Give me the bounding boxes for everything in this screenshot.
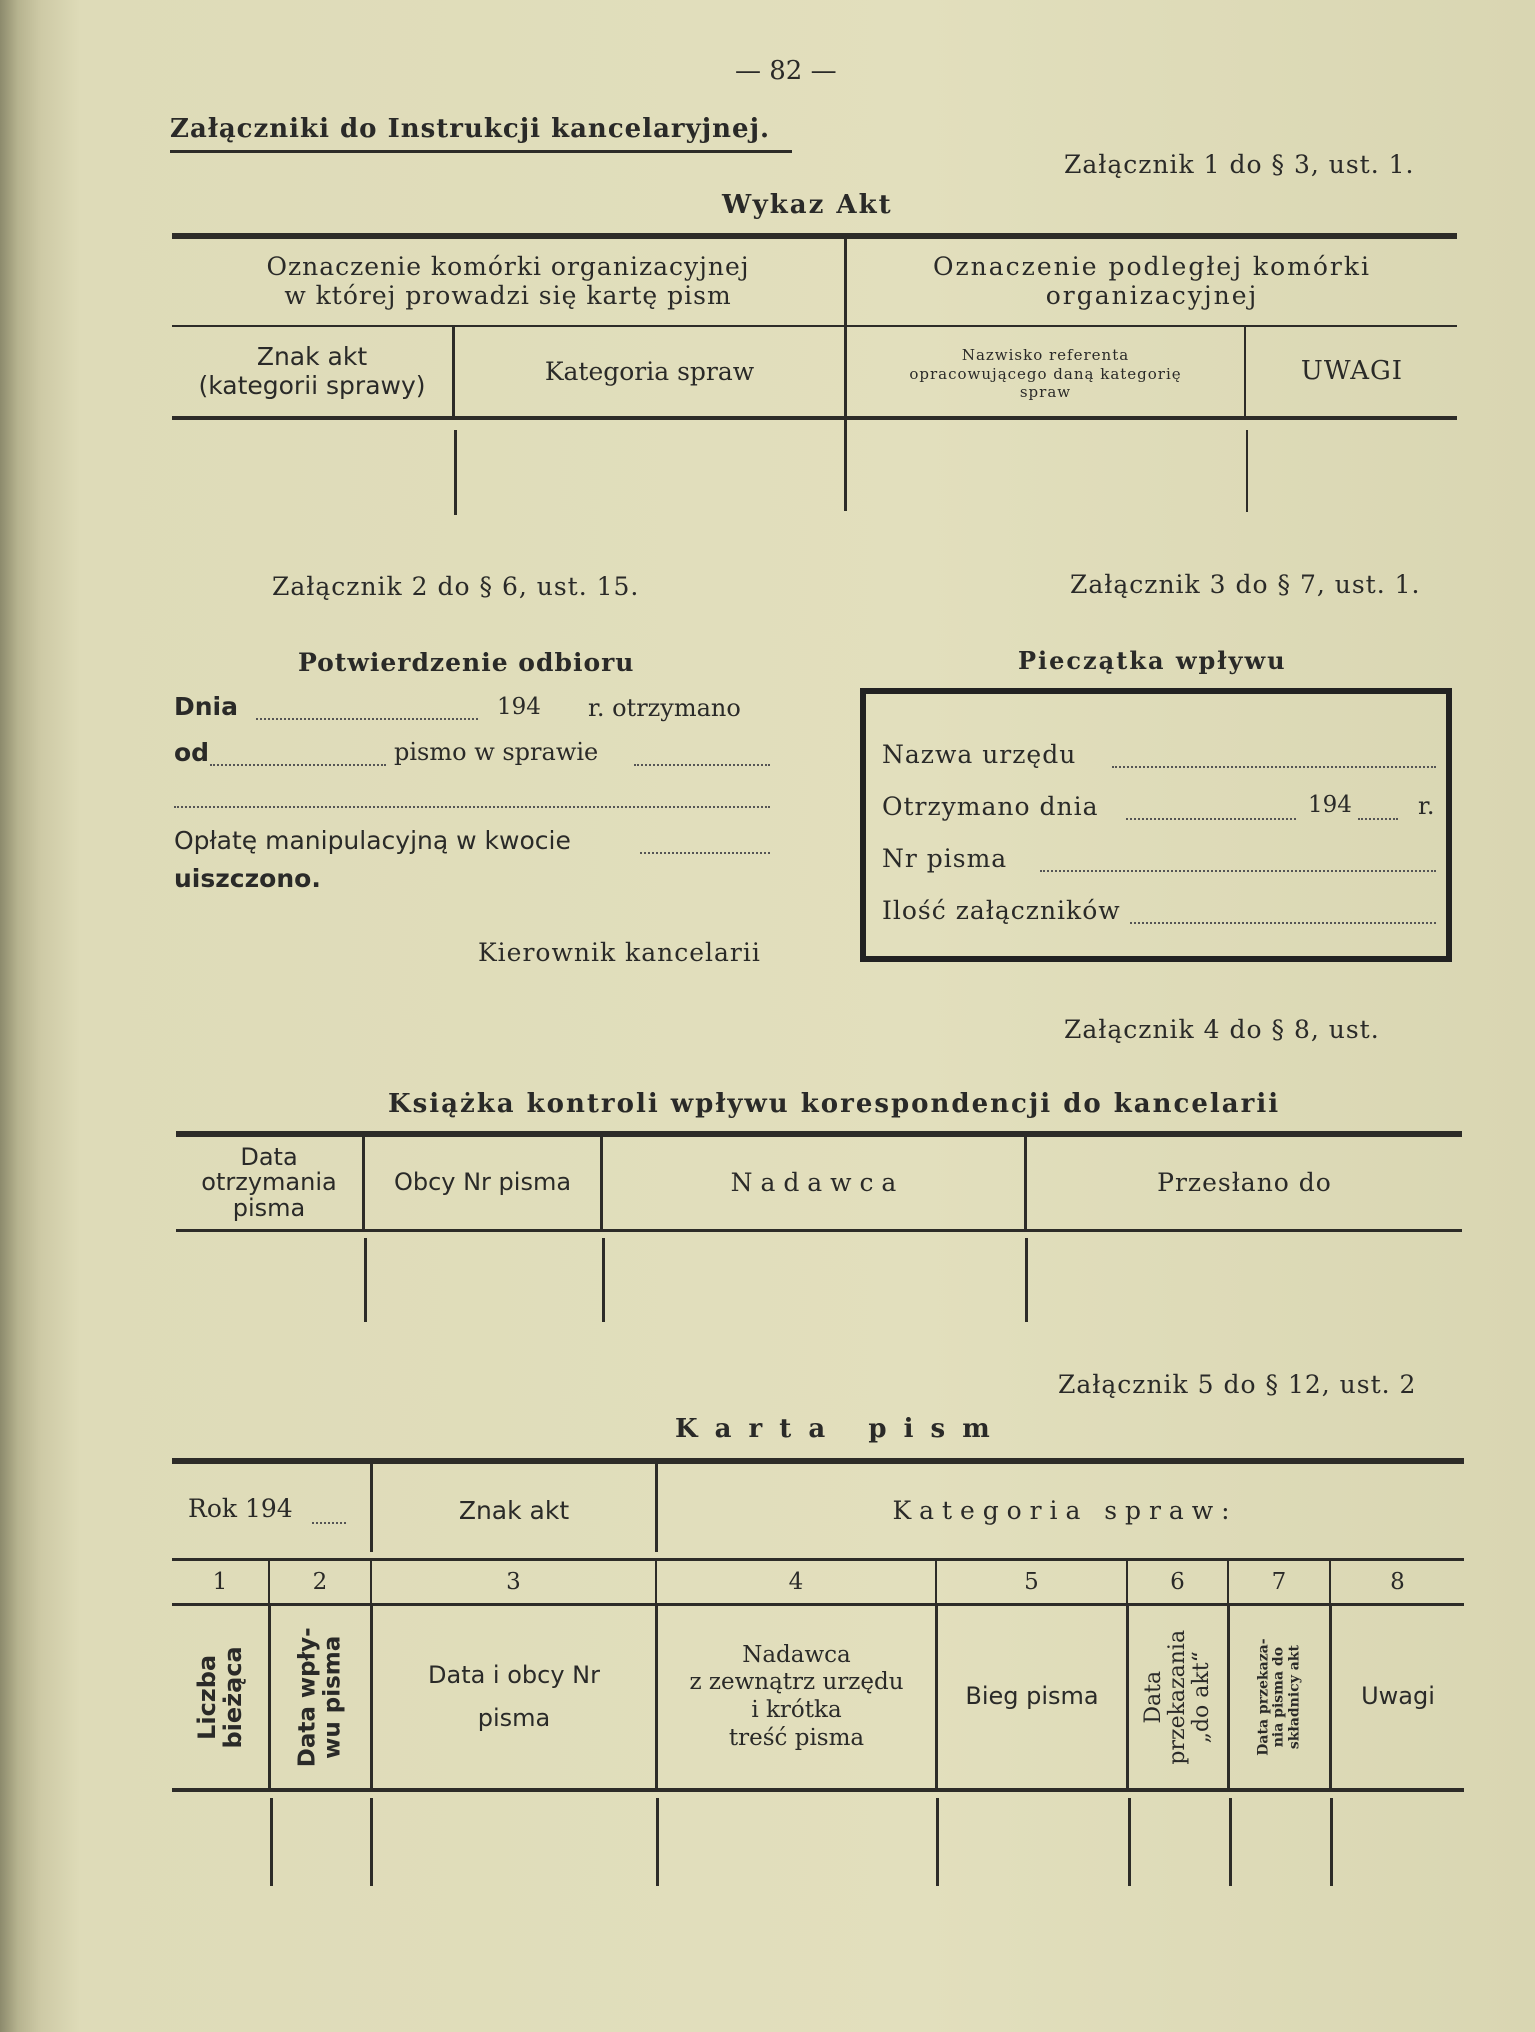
annex2-title: Potwierdzenie odbioru xyxy=(298,648,635,677)
annex1-title: Wykaz Akt xyxy=(722,190,893,220)
annex4-col-nadawca: N a d a w c a xyxy=(730,1167,897,1197)
annex4-ref: Załącznik 4 do § 8, ust. xyxy=(1064,1015,1380,1044)
scanned-page: — 82 — Załączniki do Instrukcji kancelaryjnej. Załącznik 1 do § 3, ust. 1. Wykaz Akt Oznaczenie komórki organizacyjnej w której prowadzi się kartę pism Oznaczenie podległej komórki organizacyjnej Znak akt (kategorii sprawy) Kategoria spraw Nazwisko referenta opracowującego daną kategorię spraw UWAGI Załącznik 2 do § 6, ust. 15. Potwierdzenie odbioru Dnia 194 r. otrzymano od pismo w sprawie Opłatę manipulacyjną w kwocie uiszczono. Kierownik kancelarii Załącznik 3 do § 7, ust. 1. Pieczątka wpływu Nazwa urzędu Otrzymano dnia 194 r. Nr pisma Ilość załączników Załącznik 4 do § 8, ust. Książka kontroli wpływu korespondencji do kancelarii Data otrzymania pisma Obcy Nr pisma N a d a w c a Przesłano do Załącznik 5 do § 12, ust. 2 K a r t a p i s m Rok 194 Znak akt K a t e g o r i a s p r a w : 1 2 3 4 5 6 7 8 Liczba bieżąca Data wpły- wu pisma Data i obcy Nr pisma Nadawca z zewnątrz urzędu i krótka treść pisma Bieg pisma Data przekazania „do akt“ Data przekaza- nia pisma do składnicy akt Uwagi xyxy=(0,0,1535,2032)
annex4-col-przeslano: Przesłano do xyxy=(1157,1167,1332,1197)
annex5-col-data-nr: Data i obcy Nr pisma xyxy=(428,1660,600,1732)
annex1-col-referent: Nazwisko referenta opracowującego daną kategorię spraw xyxy=(909,345,1182,402)
col-number: 2 xyxy=(312,1568,328,1595)
annex5-col-do-akt: Data przekazania „do akt“ xyxy=(1140,1629,1215,1765)
annex5-col-bieg: Bieg pisma xyxy=(965,1682,1099,1711)
annex4-col-data: Data otrzymania pisma xyxy=(201,1143,337,1222)
annex1-header-left: Oznaczenie komórki organizacyjnej w której prowadzi się kartę pism xyxy=(266,252,750,310)
col-number: 8 xyxy=(1390,1568,1405,1595)
annex4-title: Książka kontroli wpływu korespondencji do kancelarii xyxy=(388,1089,1281,1119)
annex5-col-liczba: Liczba bieżąca xyxy=(192,1645,247,1749)
annex5-col-data-wplywu: Data wpły- wu pisma xyxy=(294,1627,346,1767)
page-number: — 82 — xyxy=(735,56,837,86)
page-title: Załączniki do Instrukcji kancelaryjnej. xyxy=(170,114,771,144)
annex5-title: K a r t a p i s m xyxy=(675,1414,994,1444)
annex4-col-nr: Obcy Nr pisma xyxy=(393,1168,572,1197)
col-number: 7 xyxy=(1271,1568,1287,1595)
col-number: 5 xyxy=(1024,1568,1039,1595)
col-number: 4 xyxy=(788,1568,804,1595)
annex5-kategoria: K a t e g o r i a s p r a w : xyxy=(892,1495,1230,1525)
annex2-ref: Załącznik 2 do § 6, ust. 15. xyxy=(272,572,640,601)
annex5-col-nadawca: Nadawca z zewnątrz urzędu i krótka treść pisma xyxy=(689,1641,904,1751)
annex5-znak: Znak akt xyxy=(458,1495,570,1525)
annex3-title: Pieczątka wpływu xyxy=(1018,646,1287,675)
annex1-col-kategoria: Kategoria spraw xyxy=(544,356,755,386)
annex1-header-right: Oznaczenie podległej komórki organizacyjnej xyxy=(933,252,1371,310)
annex1-col-uwagi: UWAGI xyxy=(1300,356,1404,387)
col-number: 1 xyxy=(212,1568,228,1595)
col-number: 3 xyxy=(506,1568,521,1595)
annex5-col-uwagi: Uwagi xyxy=(1361,1682,1435,1711)
annex5-rok: Rok 194 xyxy=(188,1494,293,1523)
annex1-col-znak: Znak akt (kategorii sprawy) xyxy=(198,342,426,400)
col-number: 6 xyxy=(1170,1568,1185,1595)
annex5-col-skladnica: Data przekaza- nia pisma do składnicy akt xyxy=(1255,1638,1303,1756)
annex1-ref: Załącznik 1 do § 3, ust. 1. xyxy=(1064,150,1415,179)
annex2-signature-label: Kierownik kancelarii xyxy=(478,938,761,967)
annex5-ref: Załącznik 5 do § 12, ust. 2 xyxy=(1058,1370,1417,1399)
annex3-ref: Załącznik 3 do § 7, ust. 1. xyxy=(1070,570,1421,599)
